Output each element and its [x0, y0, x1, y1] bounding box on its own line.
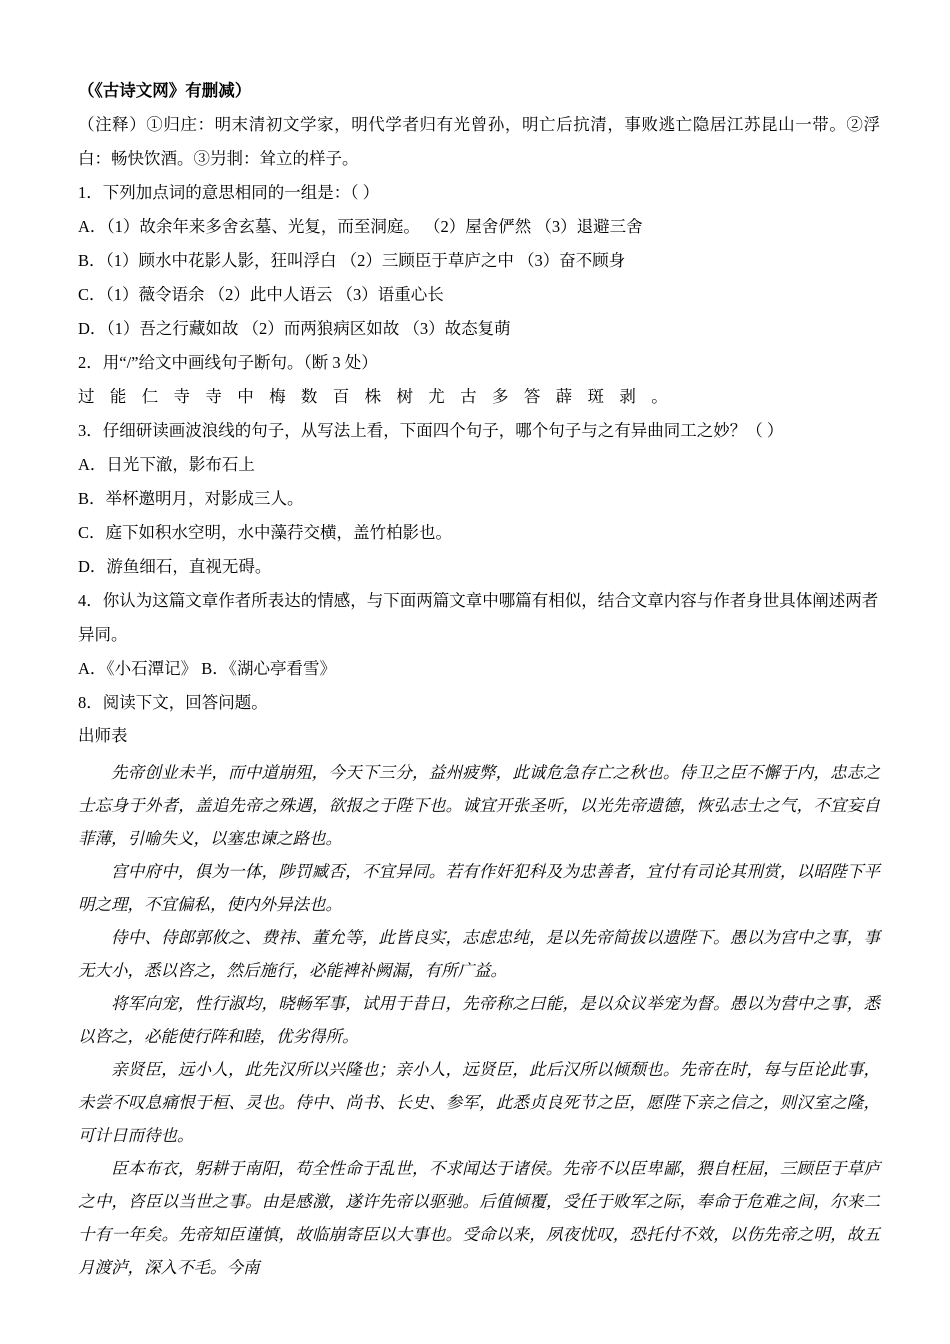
annotation-text: （注释）①归庄：明末清初文学家，明代学者归有光曾孙，明亡后抗清，事败逃亡隐居江苏昆山一带。②浮白：畅快饮酒。③屶剕：耸立的样子。	[78, 115, 880, 168]
essay-paragraph-2: 宫中府中，俱为一体，陟罚臧否，不宜异同。若有作奸犯科及为忠善者，宜付有司论其刑赏，以昭陛下平明之理，不宜偏私，使内外异法也。	[78, 862, 880, 914]
question-2-sentence: 过 能 仁 寺 寺 中 梅 数 百 株 树 尤 古 多 答 薜 斑 剥 。	[78, 387, 674, 406]
question-1-stem: 1．下列加点词的意思相同的一组是：（ ）	[78, 183, 380, 202]
question-4-stem: 4．你认为这篇文章作者所表达的情感，与下面两篇文章中哪篇有相似，结合文章内容与作者身世具体阐述两者异同。	[78, 591, 879, 644]
essay-paragraph-5: 亲贤臣，远小人，此先汉所以兴隆也；亲小人，远贤臣，此后汉所以倾颓也。先帝在时，每与臣论此事，未尝不叹息痛恨于桓、灵也。侍中、尚书、长史、参军，此悉贞良死节之臣，愿陛下亲之信之，则汉室之隆，可计日而待也。	[78, 1060, 880, 1145]
question-3-option-c: C．庭下如积水空明，水中藻荇交横，盖竹柏影也。	[78, 523, 453, 542]
question-2-stem: 2．用“/”给文中画线句子断句。（断 3 处）	[78, 353, 378, 372]
question-3-option-a: A．日光下澈，影布石上	[78, 455, 255, 474]
question-1-option-a: A．（1）故余年来多舍玄墓、光复，而至洞庭。 （2）屋舍俨然 （3）退避三舍	[78, 217, 643, 236]
essay-paragraph-3: 侍中、侍郎郭攸之、费祎、董允等，此皆良实，志虑忠纯，是以先帝简拔以遗陛下。愚以为宫中之事，事无大小，悉以咨之，然后施行，必能裨补阙漏，有所广益。	[78, 928, 880, 980]
question-8-stem: 8．阅读下文，回答问题。	[78, 693, 268, 712]
question-1-option-b: B．（1）顾水中花影人影，狂叫浮白 （2）三顾臣于草庐之中 （3）奋不顾身	[78, 251, 626, 270]
question-3-stem: 3．仔细研读画波浪线的句子，从写法上看，下面四个句子，哪个句子与之有异曲同工之妙？（ ）	[78, 421, 784, 440]
essay-title: 出师表	[78, 726, 128, 745]
essay-paragraph-6: 臣本布衣，躬耕于南阳，苟全性命于乱世，不求闻达于诸侯。先帝不以臣卑鄙，猥自枉屈，三顾臣于草庐之中，咨臣以当世之事。由是感激，遂许先帝以驱驰。后值倾覆，受任于败军之际，奉命于危难之间，尔来二十有一年矣。先帝知臣谨慎，故临崩寄臣以大事也。受命以来，夙夜忧叹，恐托付不效，以伤先帝之明，故五月渡泸，深入不毛。今南	[78, 1159, 880, 1277]
essay-paragraph-4: 将军向宠，性行淑均，晓畅军事，试用于昔日，先帝称之曰能，是以众议举宠为督。愚以为营中之事，悉以咨之，必能使行阵和睦，优劣得所。	[78, 994, 880, 1046]
question-1-option-c: C．（1）薇令语余 （2）此中人语云 （3）语重心长	[78, 285, 444, 304]
question-4-options: A．《小石潭记》 B．《湖心亭看雪》	[78, 659, 337, 678]
question-1-option-d: D．（1）吾之行藏如故 （2）而两狼病区如故 （3）故态复萌	[78, 319, 511, 338]
essay-paragraph-1: 先帝创业未半，而中道崩殂，今天下三分，益州疲弊，此诚危急存亡之秋也。侍卫之臣不懈于内，忠志之士忘身于外者，盖追先帝之殊遇，欲报之于陛下也。诚宜开张圣听，以光先帝遗德，恢弘志士之气，不宜妄自菲薄，引喻失义，以塞忠谏之路也。	[78, 763, 880, 848]
question-3-option-d: D．游鱼细石，直视无碍。	[78, 557, 272, 576]
question-3-option-b: B．举杯邀明月，对影成三人。	[78, 489, 304, 508]
source-note: （《古诗文网》有删减）	[78, 81, 252, 100]
